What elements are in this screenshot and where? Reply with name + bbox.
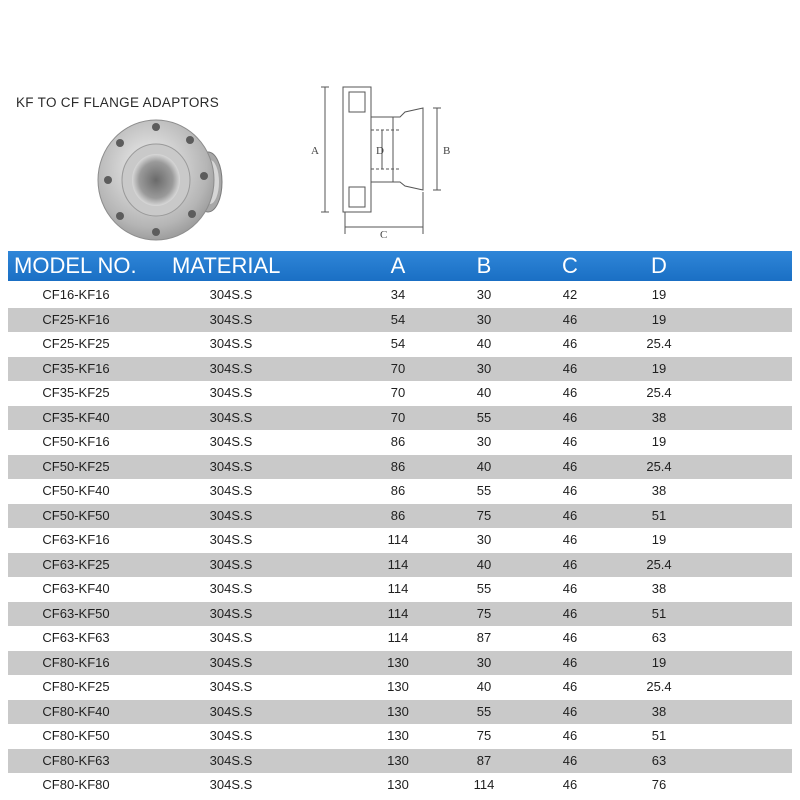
model-cell: CF63-KF50 (42, 605, 110, 621)
drawing-label-a: A (311, 145, 319, 157)
d-cell: 25.4 (646, 679, 672, 694)
model-cell: CF80-KF63 (42, 752, 110, 768)
c-cell: 46 (562, 581, 578, 596)
model-cell: CF50-KF16 (42, 434, 110, 449)
table-row (8, 675, 792, 700)
material-cell: 304S.S (209, 507, 253, 523)
d-cell: 19 (651, 311, 667, 327)
d-cell: 38 (651, 409, 667, 425)
d-cell: 19 (651, 532, 667, 547)
drawing-label-d: D (376, 145, 384, 157)
d-cell: 38 (651, 703, 667, 719)
table-row (8, 479, 792, 504)
c-cell: 46 (562, 507, 578, 523)
c-cell: 46 (562, 752, 578, 768)
material-cell: 304S.S (209, 605, 253, 621)
table-row (8, 553, 792, 578)
material-cell: 304S.S (209, 556, 253, 572)
c-cell: 46 (562, 336, 578, 351)
a-cell: 70 (390, 409, 406, 425)
model-cell: CF16-KF16 (42, 287, 110, 302)
material-cell: 304S.S (209, 654, 253, 670)
c-cell: 46 (562, 679, 578, 694)
model-cell: CF50-KF50 (42, 507, 110, 523)
b-cell: 30 (476, 311, 492, 327)
d-cell: 19 (651, 287, 667, 302)
material-cell: 304S.S (209, 532, 253, 547)
header-b: B (476, 253, 492, 278)
c-cell: 46 (562, 311, 578, 327)
material-cell: 304S.S (209, 385, 253, 400)
model-cell: CF25-KF25 (42, 336, 110, 351)
c-cell: 46 (562, 434, 578, 449)
a-cell: 114 (387, 556, 409, 572)
c-cell: 46 (562, 532, 578, 547)
table-row (8, 430, 792, 455)
material-cell: 304S.S (209, 483, 253, 498)
b-cell: 75 (476, 507, 492, 523)
b-cell: 40 (476, 385, 492, 400)
a-cell: 114 (387, 605, 409, 621)
model-cell: CF50-KF25 (42, 458, 110, 474)
material-cell: 304S.S (209, 458, 253, 474)
material-cell: 304S.S (209, 336, 253, 351)
table-header (8, 251, 792, 281)
b-cell: 40 (476, 336, 492, 351)
b-cell: 40 (476, 458, 492, 474)
d-cell: 19 (651, 434, 667, 449)
table-row (8, 381, 792, 406)
c-cell: 46 (562, 385, 578, 400)
model-cell: CF63-KF40 (42, 581, 110, 596)
a-cell: 130 (387, 752, 409, 768)
d-cell: 25.4 (646, 336, 672, 351)
model-cell: CF63-KF16 (42, 532, 110, 547)
c-cell: 46 (562, 360, 578, 376)
model-cell: CF80-KF80 (42, 777, 110, 792)
d-cell: 25.4 (646, 458, 672, 474)
model-cell: CF63-KF63 (42, 630, 110, 645)
material-cell: 304S.S (209, 752, 253, 768)
c-cell: 46 (562, 605, 578, 621)
material-cell: 304S.S (209, 581, 253, 596)
table-row (8, 724, 792, 749)
table-row (8, 308, 792, 333)
b-cell: 87 (476, 752, 492, 768)
table-row (8, 773, 792, 798)
c-cell: 46 (562, 630, 578, 645)
b-cell: 75 (476, 728, 492, 743)
material-cell: 304S.S (209, 703, 253, 719)
material-cell: 304S.S (209, 679, 253, 694)
b-cell: 30 (476, 654, 492, 670)
d-cell: 19 (651, 654, 667, 670)
table-row (8, 504, 792, 529)
a-cell: 114 (387, 532, 409, 547)
d-cell: 63 (651, 752, 667, 768)
material-cell: 304S.S (209, 311, 253, 327)
d-cell: 38 (651, 581, 667, 596)
a-cell: 70 (390, 360, 406, 376)
material-cell: 304S.S (209, 409, 253, 425)
table-row (8, 455, 792, 480)
a-cell: 70 (390, 385, 406, 400)
a-cell: 54 (390, 336, 406, 351)
c-cell: 46 (562, 483, 578, 498)
material-cell: 304S.S (209, 728, 253, 743)
a-cell: 86 (390, 434, 406, 449)
a-cell: 114 (387, 581, 409, 596)
table-row (8, 357, 792, 382)
model-cell: CF80-KF16 (42, 654, 110, 670)
product-photo (96, 110, 236, 245)
b-cell: 30 (476, 287, 492, 302)
table-row (8, 332, 792, 357)
c-cell: 46 (562, 458, 578, 474)
table-row (8, 602, 792, 627)
table-row (8, 700, 792, 725)
b-cell: 30 (476, 434, 492, 449)
a-cell: 130 (387, 654, 409, 670)
table-row (8, 626, 792, 651)
b-cell: 55 (476, 703, 492, 719)
model-cell: CF50-KF40 (42, 483, 110, 498)
d-cell: 25.4 (646, 385, 672, 400)
model-cell: CF35-KF40 (42, 409, 110, 425)
material-cell: 304S.S (209, 777, 253, 792)
c-cell: 46 (562, 556, 578, 572)
model-cell: CF80-KF25 (42, 679, 110, 694)
a-cell: 130 (387, 777, 409, 792)
model-cell: CF80-KF40 (42, 703, 110, 719)
b-cell: 55 (476, 483, 492, 498)
b-cell: 40 (476, 679, 492, 694)
c-cell: 46 (562, 728, 578, 743)
b-cell: 30 (476, 532, 492, 547)
a-cell: 86 (390, 458, 406, 474)
b-cell: 55 (476, 409, 492, 425)
material-cell: 304S.S (209, 630, 253, 645)
product-title: KF TO CF FLANGE ADAPTORS (16, 95, 219, 110)
drawing-label-c: C (380, 229, 388, 241)
c-cell: 42 (562, 287, 578, 302)
table-row (8, 528, 792, 553)
a-cell: 130 (387, 728, 409, 743)
material-cell: 304S.S (209, 287, 253, 302)
d-cell: 76 (651, 777, 667, 792)
d-cell: 25.4 (646, 556, 672, 572)
spec-table (8, 283, 792, 798)
header-material: MATERIAL (172, 253, 281, 278)
d-cell: 63 (651, 630, 667, 645)
model-cell: CF25-KF16 (42, 311, 110, 327)
a-cell: 130 (387, 679, 409, 694)
d-cell: 51 (651, 728, 667, 743)
model-cell: CF35-KF25 (42, 385, 110, 400)
d-cell: 51 (651, 605, 667, 621)
a-cell: 86 (390, 483, 406, 498)
d-cell: 38 (651, 483, 667, 498)
c-cell: 46 (562, 777, 578, 792)
b-cell: 40 (476, 556, 492, 572)
c-cell: 46 (562, 703, 578, 719)
header-c: C (562, 253, 578, 278)
b-cell: 114 (473, 777, 495, 792)
a-cell: 54 (390, 311, 406, 327)
b-cell: 30 (476, 360, 492, 376)
header-a: A (390, 253, 406, 278)
header-model-no: MODEL NO. (14, 253, 137, 278)
drawing-label-b: B (443, 145, 451, 157)
a-cell: 86 (390, 507, 406, 523)
header-d: D (651, 253, 667, 278)
material-cell: 304S.S (209, 360, 253, 376)
table-row (8, 749, 792, 774)
model-cell: CF63-KF25 (42, 556, 110, 572)
b-cell: 75 (476, 605, 492, 621)
b-cell: 87 (476, 630, 492, 645)
technical-drawing (305, 72, 480, 242)
table-row (8, 577, 792, 602)
c-cell: 46 (562, 409, 578, 425)
a-cell: 34 (390, 287, 406, 302)
table-row (8, 651, 792, 676)
model-cell: CF80-KF50 (42, 728, 110, 743)
a-cell: 114 (387, 630, 409, 645)
a-cell: 130 (387, 703, 409, 719)
material-cell: 304S.S (209, 434, 253, 449)
table-row (8, 406, 792, 431)
d-cell: 19 (651, 360, 667, 376)
c-cell: 46 (562, 654, 578, 670)
d-cell: 51 (651, 507, 667, 523)
table-row (8, 283, 792, 308)
b-cell: 55 (476, 581, 492, 596)
model-cell: CF35-KF16 (42, 360, 110, 376)
